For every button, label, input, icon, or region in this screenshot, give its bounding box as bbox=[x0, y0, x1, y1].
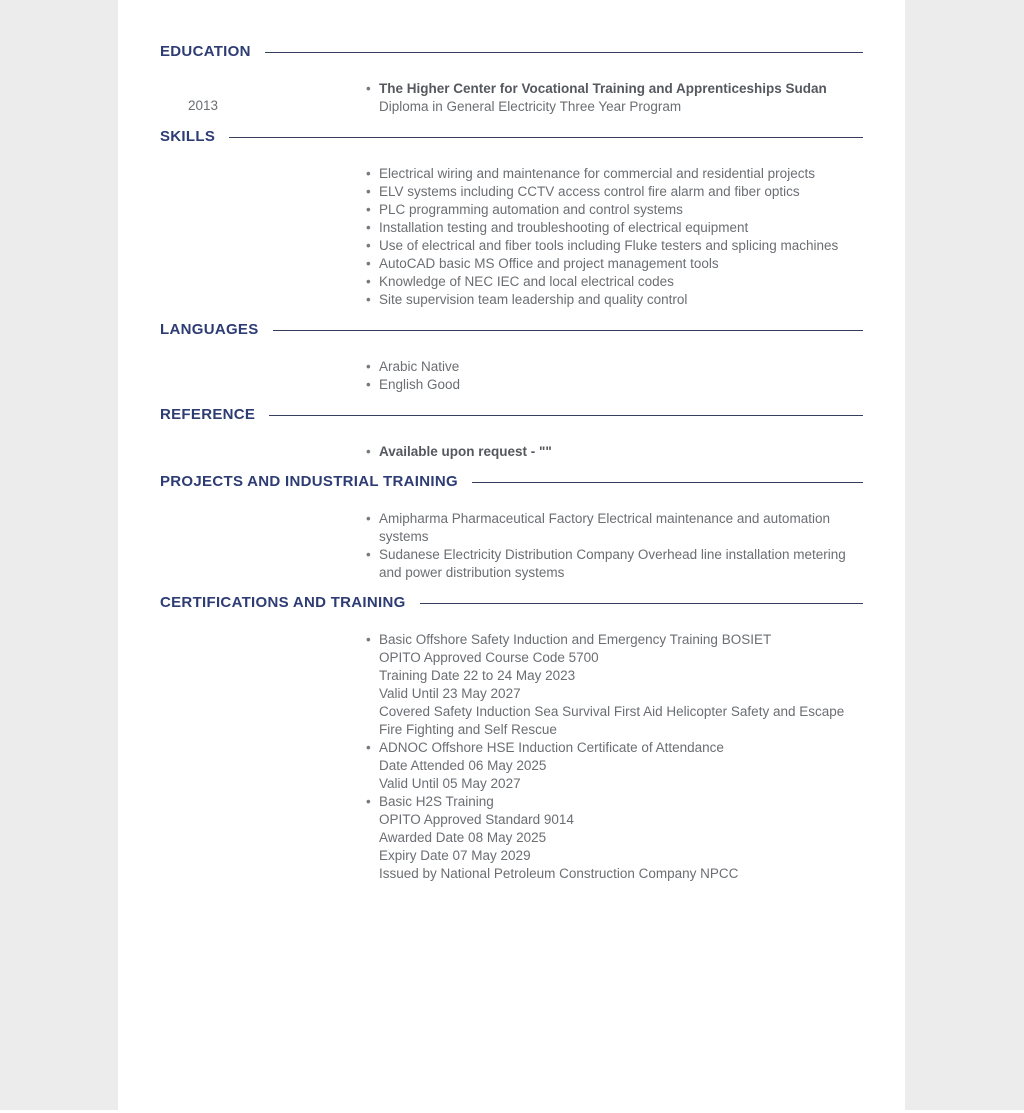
bullet-list bbox=[366, 165, 863, 309]
bullet-list bbox=[366, 358, 863, 394]
section-rule bbox=[229, 137, 863, 138]
entry-line: Issued by National Petroleum Construction Company NPCC bbox=[379, 866, 739, 881]
section-rule bbox=[472, 482, 863, 483]
entry-line: Expiry Date 07 May 2029 bbox=[379, 848, 531, 863]
resume-sections bbox=[160, 44, 863, 883]
section-title: REFERENCE bbox=[160, 406, 256, 423]
entry-line: • Basic Offshore Safety Induction and Emergency Training BOSIET bbox=[379, 632, 772, 647]
page-margin-left bbox=[0, 0, 118, 1110]
list-item bbox=[366, 237, 863, 255]
bullet-list bbox=[366, 510, 863, 582]
section-rule bbox=[265, 52, 863, 53]
section-heading bbox=[160, 474, 863, 490]
entry-line: The Higher Center for Vocational Training and Apprenticeships Sudan bbox=[379, 81, 827, 96]
section-title: CERTIFICATIONS AND TRAINING bbox=[160, 594, 406, 611]
entry-line: • Arabic Native bbox=[379, 359, 460, 374]
bullet-list bbox=[366, 631, 863, 883]
section-title: SKILLS bbox=[160, 128, 216, 145]
section-projects bbox=[160, 474, 863, 582]
section-certifications bbox=[160, 595, 863, 883]
entry-line: Awarded Date 08 May 2025 bbox=[379, 830, 547, 845]
list-item bbox=[366, 291, 863, 309]
bullet-list bbox=[188, 80, 863, 116]
list-item bbox=[366, 631, 863, 739]
entry-line: Diploma in General Electricity Three Year Program bbox=[379, 99, 682, 114]
list-item bbox=[366, 546, 863, 582]
section-title: LANGUAGES bbox=[160, 321, 259, 338]
section-heading bbox=[160, 595, 863, 611]
entry-line: Training Date 22 to 24 May 2023 bbox=[379, 668, 576, 683]
entry-line: • Available upon request - "" bbox=[379, 444, 552, 459]
list-item bbox=[366, 510, 863, 546]
entry-date: • 2013 bbox=[188, 98, 219, 113]
list-item bbox=[366, 183, 863, 201]
entry-line: Valid Until 23 May 2027 bbox=[379, 686, 521, 701]
entry-line: Covered Safety Induction Sea Survival First Aid Helicopter Safety and Escape Fire Fighting and Self Rescue bbox=[379, 704, 845, 737]
entry-line: • PLC programming automation and control systems bbox=[379, 202, 683, 217]
list-item bbox=[366, 165, 863, 183]
resume-page bbox=[118, 0, 905, 1113]
section-rule bbox=[420, 603, 863, 604]
list-item bbox=[366, 739, 863, 793]
section-rule bbox=[269, 415, 863, 416]
entry-line: Date Attended 06 May 2025 bbox=[379, 758, 547, 773]
section-title: EDUCATION bbox=[160, 43, 251, 60]
list-item bbox=[366, 443, 863, 461]
list-item bbox=[366, 273, 863, 291]
bullet-list bbox=[366, 443, 863, 461]
section-reference bbox=[160, 407, 863, 461]
section-education bbox=[160, 44, 863, 116]
entry-line: • Knowledge of NEC IEC and local electrical codes bbox=[379, 274, 674, 289]
section-heading bbox=[160, 322, 863, 338]
section-heading bbox=[160, 129, 863, 145]
entry-line: • English Good bbox=[379, 377, 461, 392]
list-item bbox=[366, 376, 863, 394]
entry-line: • Site supervision team leadership and quality control bbox=[379, 292, 688, 307]
entry-line: OPITO Approved Course Code 5700 bbox=[379, 650, 599, 665]
entry-line: • Installation testing and troubleshooting of electrical equipment bbox=[379, 220, 749, 235]
section-rule bbox=[273, 330, 863, 331]
entry-line: • ELV systems including CCTV access control fire alarm and fiber optics bbox=[379, 184, 800, 199]
section-languages bbox=[160, 322, 863, 394]
entry-line: • Basic H2S Training bbox=[379, 794, 494, 809]
page-margin-right bbox=[905, 0, 1024, 1110]
section-title: PROJECTS AND INDUSTRIAL TRAINING bbox=[160, 473, 458, 490]
list-item bbox=[366, 201, 863, 219]
list-item bbox=[366, 219, 863, 237]
section-skills bbox=[160, 129, 863, 309]
list-item bbox=[366, 358, 863, 376]
entry-line: • ADNOC Offshore HSE Induction Certificate of Attendance bbox=[379, 740, 724, 755]
entry-line: OPITO Approved Standard 9014 bbox=[379, 812, 574, 827]
section-heading bbox=[160, 44, 863, 60]
entry-line: • Use of electrical and fiber tools including Fluke testers and splicing machines bbox=[379, 238, 839, 253]
list-item bbox=[366, 793, 863, 883]
entry-line: • AutoCAD basic MS Office and project management tools bbox=[379, 256, 719, 271]
entry-line: Valid Until 05 May 2027 bbox=[379, 776, 521, 791]
entry-line: • Amipharma Pharmaceutical Factory Electrical maintenance and automation systems bbox=[379, 511, 830, 544]
list-item bbox=[366, 255, 863, 273]
section-heading bbox=[160, 407, 863, 423]
entry-line: • Electrical wiring and maintenance for commercial and residential projects bbox=[379, 166, 815, 181]
list-item bbox=[188, 80, 863, 116]
entry-line: • Sudanese Electricity Distribution Company Overhead line installation metering and power distribution systems bbox=[379, 547, 846, 580]
